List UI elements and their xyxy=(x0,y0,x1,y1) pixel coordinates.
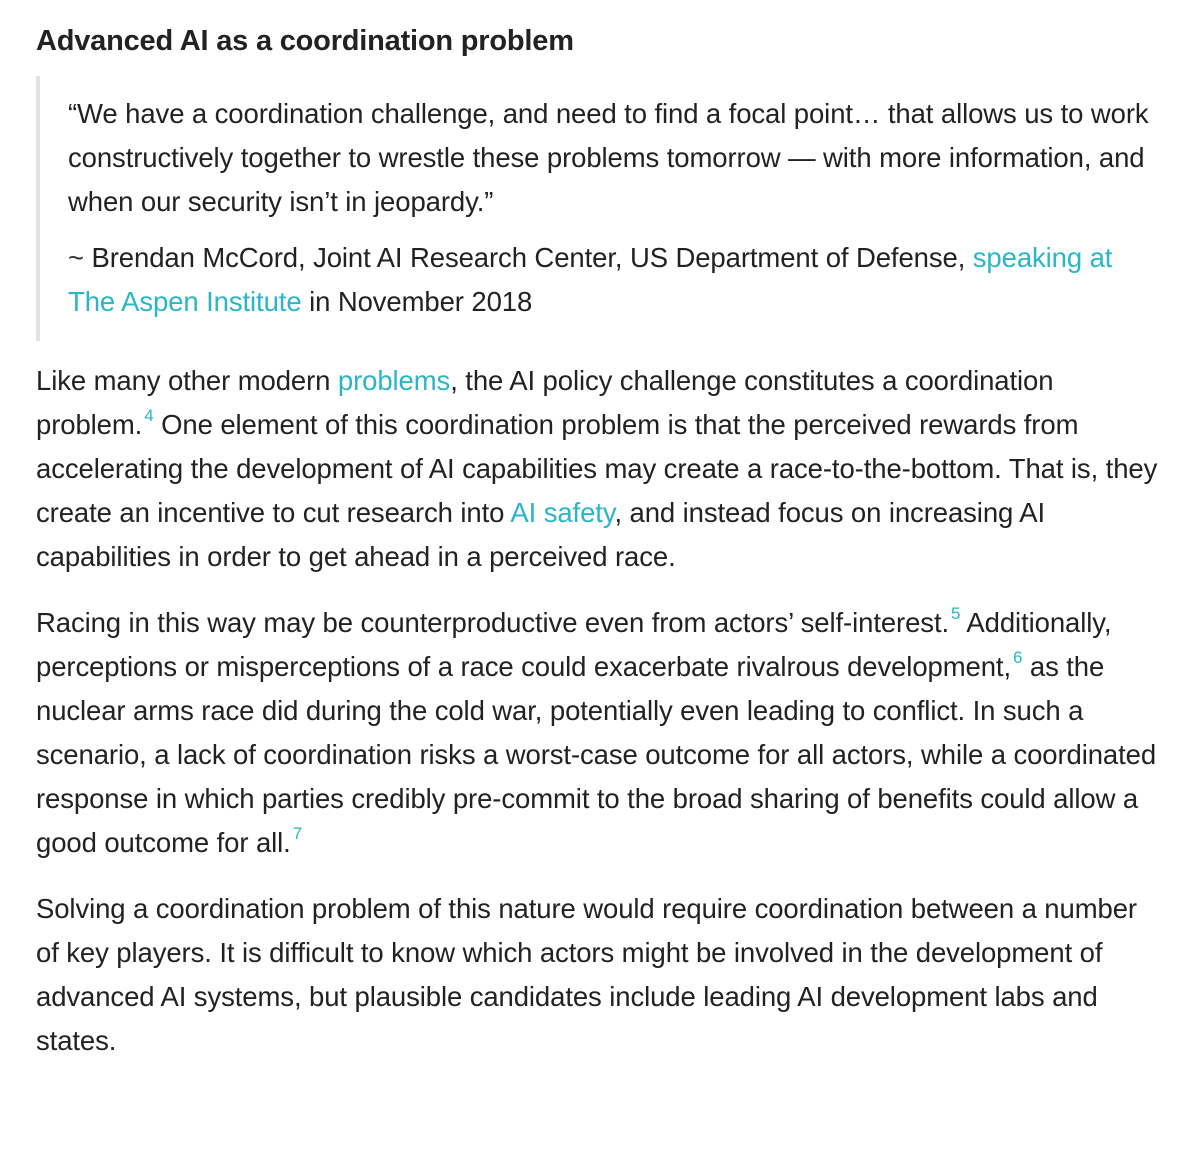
footnote-7[interactable]: 7 xyxy=(292,824,303,843)
p1-text-2: , the AI policy challenge constitutes a coordination problem. xyxy=(36,365,1054,440)
attribution-date: in November 2018 xyxy=(301,286,533,317)
p1-text-4: , and instead focus on increasing AI capabilities in order to get ahead in a perceived race. xyxy=(36,497,1046,572)
paragraph-racing xyxy=(36,601,1160,865)
p1-text-3: One element of this coordination problem is that the perceived rewards from accelerating the development of AI capabilities may create a race-to-the-bottom. That is, they create an incentive to cut research into xyxy=(36,409,1158,528)
footnote-6[interactable]: 6 xyxy=(1012,648,1023,667)
p1-text-1: Like many other modern xyxy=(36,365,338,396)
paragraph-solving: Solving a coordination problem of this nature would require coordination between a number of key players. It is difficult to know which actors might be involved in the development of advanced AI systems, but plausible candidates include leading AI development labs and states. xyxy=(36,893,1137,1056)
ai-safety-link[interactable]: AI safety xyxy=(510,497,615,528)
footnote-5[interactable]: 5 xyxy=(951,604,961,623)
quote-text: “We have a coordination challenge, and need to find a focal point… that allows us to work constructively together to wrestle these problems tomorrow — with more information, and when our security isn’t in jeopardy.” xyxy=(68,98,1149,217)
p2-text-2: Additionally, perceptions or misperceptions of a race could exacerbate rivalrous development, xyxy=(36,607,1112,682)
section-heading: Advanced AI as a coordination problem xyxy=(36,25,574,57)
problems-link[interactable]: problems xyxy=(337,365,451,396)
p2-text-3: as the nuclear arms race did during the cold war, potentially even leading to conflict. In such a scenario, a lack of coordination risks a worst-case outcome for all actors, while a coordinated response in which parties credibly pre-commit to the broad sharing of benefits could allow a good outcome for all. xyxy=(36,651,1157,858)
aspen-institute-link[interactable]: speaking at The Aspen Institute xyxy=(68,242,1113,317)
paragraph-coordination xyxy=(36,359,1160,579)
footnote-4[interactable]: 4 xyxy=(144,406,154,425)
quote-attribution xyxy=(68,236,1160,324)
tilde-mark: ~ xyxy=(68,242,84,273)
attribution-name: Brendan McCord, Joint AI Research Center, US Department of Defense, xyxy=(83,242,973,273)
blockquote xyxy=(36,76,1160,341)
p2-text-1: Racing in this way may be counterproductive even from actors’ self-interest. xyxy=(36,607,950,638)
